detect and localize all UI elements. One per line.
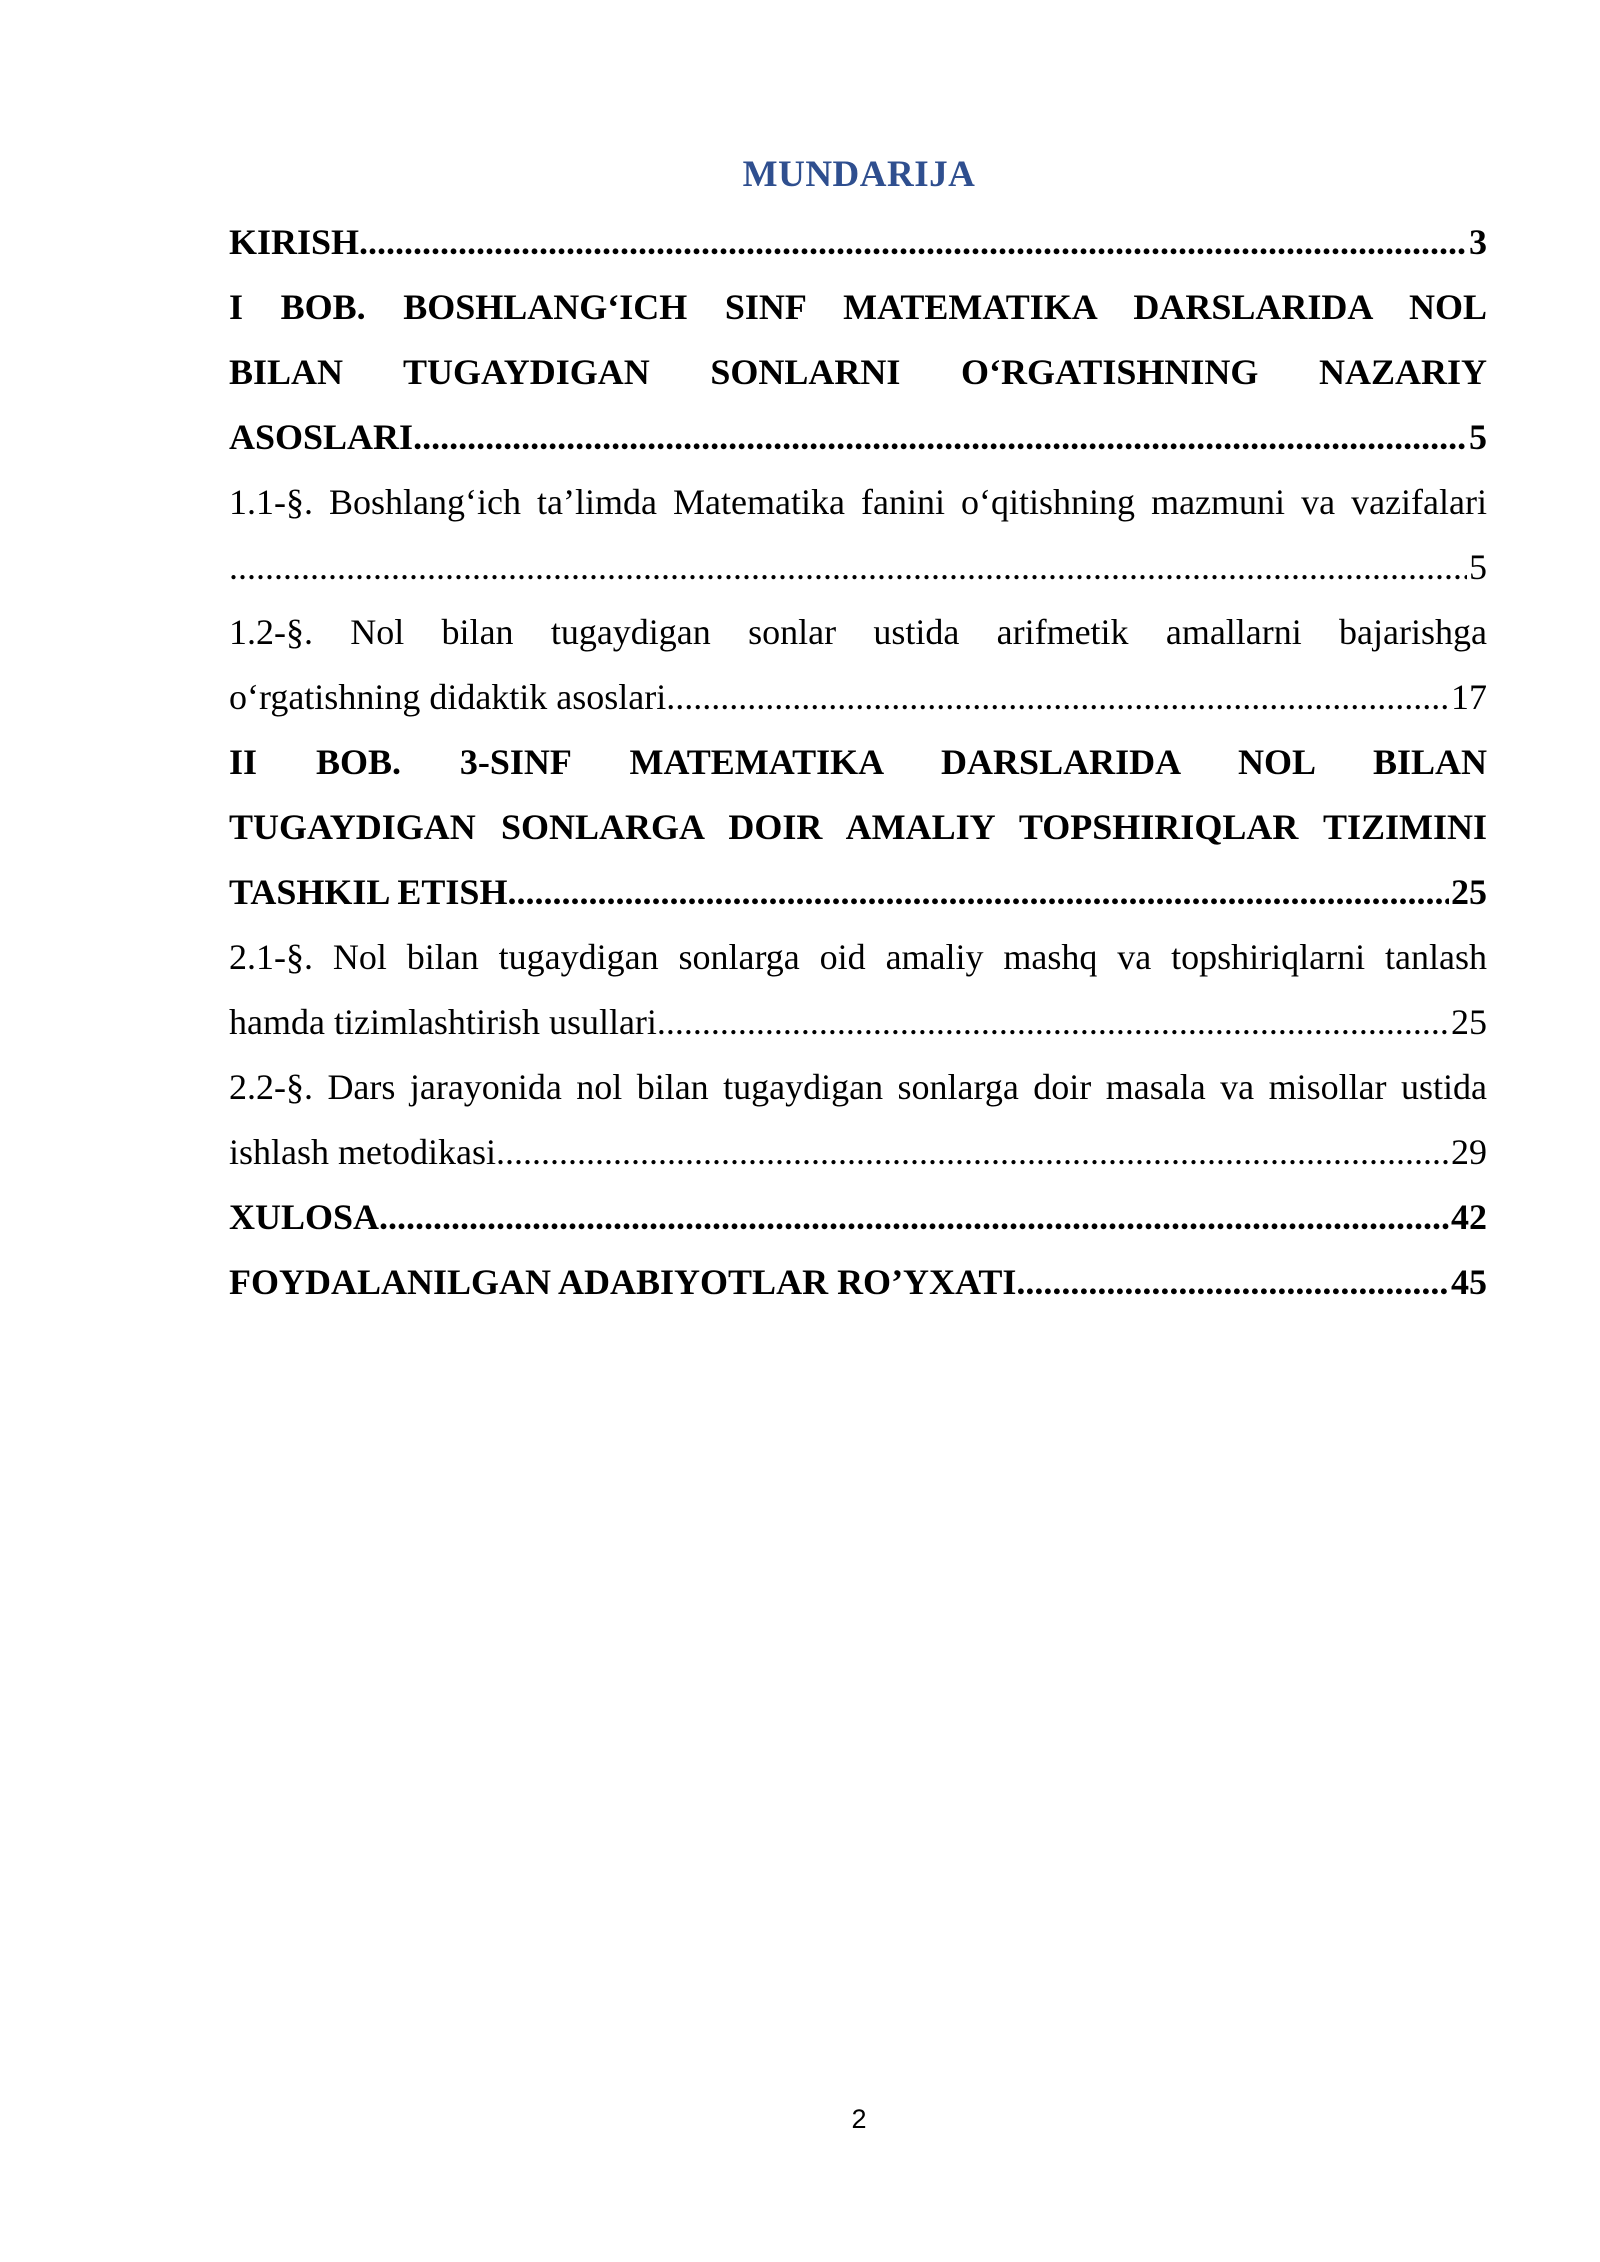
toc-entry-chapter-1[interactable] bbox=[229, 275, 1487, 470]
dot-leader bbox=[666, 665, 1449, 730]
toc-title: MUNDARIJA bbox=[742, 154, 976, 195]
toc-entry-text-line: 1.1-§. Boshlang‘ich ta’limda Matematika fanini o‘qitishning mazmuni va vazifalari bbox=[229, 482, 1487, 522]
toc-entry-introduction[interactable] bbox=[229, 210, 1487, 275]
toc-entry-label: TASHKIL ETISH bbox=[229, 872, 508, 912]
toc-entry-label: ASOSLARI bbox=[229, 417, 414, 457]
toc-entry-text-line: II BOB. 3-SINF MATEMATIKA DARSLARIDA NOL BILAN bbox=[229, 742, 1487, 782]
toc-page-number: 25 bbox=[1451, 1002, 1487, 1042]
toc-page-number: 17 bbox=[1451, 677, 1487, 717]
toc-page-number: 29 bbox=[1451, 1132, 1487, 1172]
toc-entry-label: hamda tizimlashtirish usullari bbox=[229, 1002, 657, 1042]
toc-entry-text-line: 2.2-§. Dars jarayonida nol bilan tugaydigan sonlarga doir masala va misollar ustida bbox=[229, 1067, 1487, 1107]
toc-entry-chapter-2[interactable] bbox=[229, 730, 1487, 925]
dot-leader bbox=[657, 990, 1449, 1055]
table-of-contents bbox=[229, 210, 1487, 1315]
toc-entry-label: o‘rgatishning didaktik asoslari bbox=[229, 677, 667, 717]
toc-entry-label: XULOSA bbox=[229, 1197, 380, 1237]
toc-entry-text-line: TUGAYDIGAN SONLARGA DOIR AMALIY TOPSHIRIQLAR TIZIMINI bbox=[229, 807, 1487, 847]
toc-page-number: 42 bbox=[1451, 1197, 1487, 1237]
toc-entry-section-1-1[interactable] bbox=[229, 470, 1487, 600]
dot-leader bbox=[413, 405, 1467, 470]
toc-page-number: 5 bbox=[1469, 417, 1487, 457]
toc-entry-line bbox=[229, 1120, 1487, 1185]
toc-entry-references[interactable] bbox=[229, 1250, 1487, 1315]
toc-page-number: 45 bbox=[1451, 1262, 1487, 1302]
toc-entry-line bbox=[229, 665, 1487, 730]
toc-entry-line bbox=[229, 860, 1487, 925]
dot-leader bbox=[1016, 1250, 1449, 1315]
toc-entry-line bbox=[229, 990, 1487, 1055]
toc-entry-line bbox=[229, 535, 1487, 600]
dot-leader bbox=[507, 860, 1449, 925]
toc-entry-text-line: 2.1-§. Nol bilan tugaydigan sonlarga oid amaliy mashq va topshiriqlarni tanlash bbox=[229, 937, 1487, 977]
toc-entry-label: KIRISH bbox=[229, 222, 360, 262]
toc-page-number: 25 bbox=[1451, 872, 1487, 912]
dot-leader bbox=[229, 535, 1467, 600]
toc-page-number: 5 bbox=[1469, 547, 1487, 587]
toc-entry-label: FOYDALANILGAN ADABIYOTLAR RO’YXATI bbox=[229, 1262, 1017, 1302]
toc-entry-text-line: 1.2-§. Nol bilan tugaydigan sonlar ustida arifmetik amallarni bajarishga bbox=[229, 612, 1487, 652]
toc-page-number: 3 bbox=[1469, 222, 1487, 262]
toc-entry-line bbox=[229, 210, 1487, 275]
toc-entry-line bbox=[229, 405, 1487, 470]
dot-leader bbox=[379, 1185, 1449, 1250]
toc-entry-label: ishlash metodikasi bbox=[229, 1132, 496, 1172]
toc-entry-section-2-2[interactable] bbox=[229, 1055, 1487, 1185]
toc-entry-text-line: BILAN TUGAYDIGAN SONLARNI O‘RGATISHNING NAZARIY bbox=[229, 352, 1487, 392]
toc-entry-line bbox=[229, 1250, 1487, 1315]
toc-entry-text-line: I BOB. BOSHLANG‘ICH SINF MATEMATIKA DARSLARIDA NOL bbox=[229, 287, 1487, 327]
toc-entry-conclusion[interactable] bbox=[229, 1185, 1487, 1250]
toc-entry-line bbox=[229, 1185, 1487, 1250]
page-number: 2 bbox=[851, 2104, 867, 2134]
toc-entry-section-2-1[interactable] bbox=[229, 925, 1487, 1055]
dot-leader bbox=[496, 1120, 1449, 1185]
dot-leader bbox=[359, 210, 1467, 275]
toc-entry-section-1-2[interactable] bbox=[229, 600, 1487, 730]
